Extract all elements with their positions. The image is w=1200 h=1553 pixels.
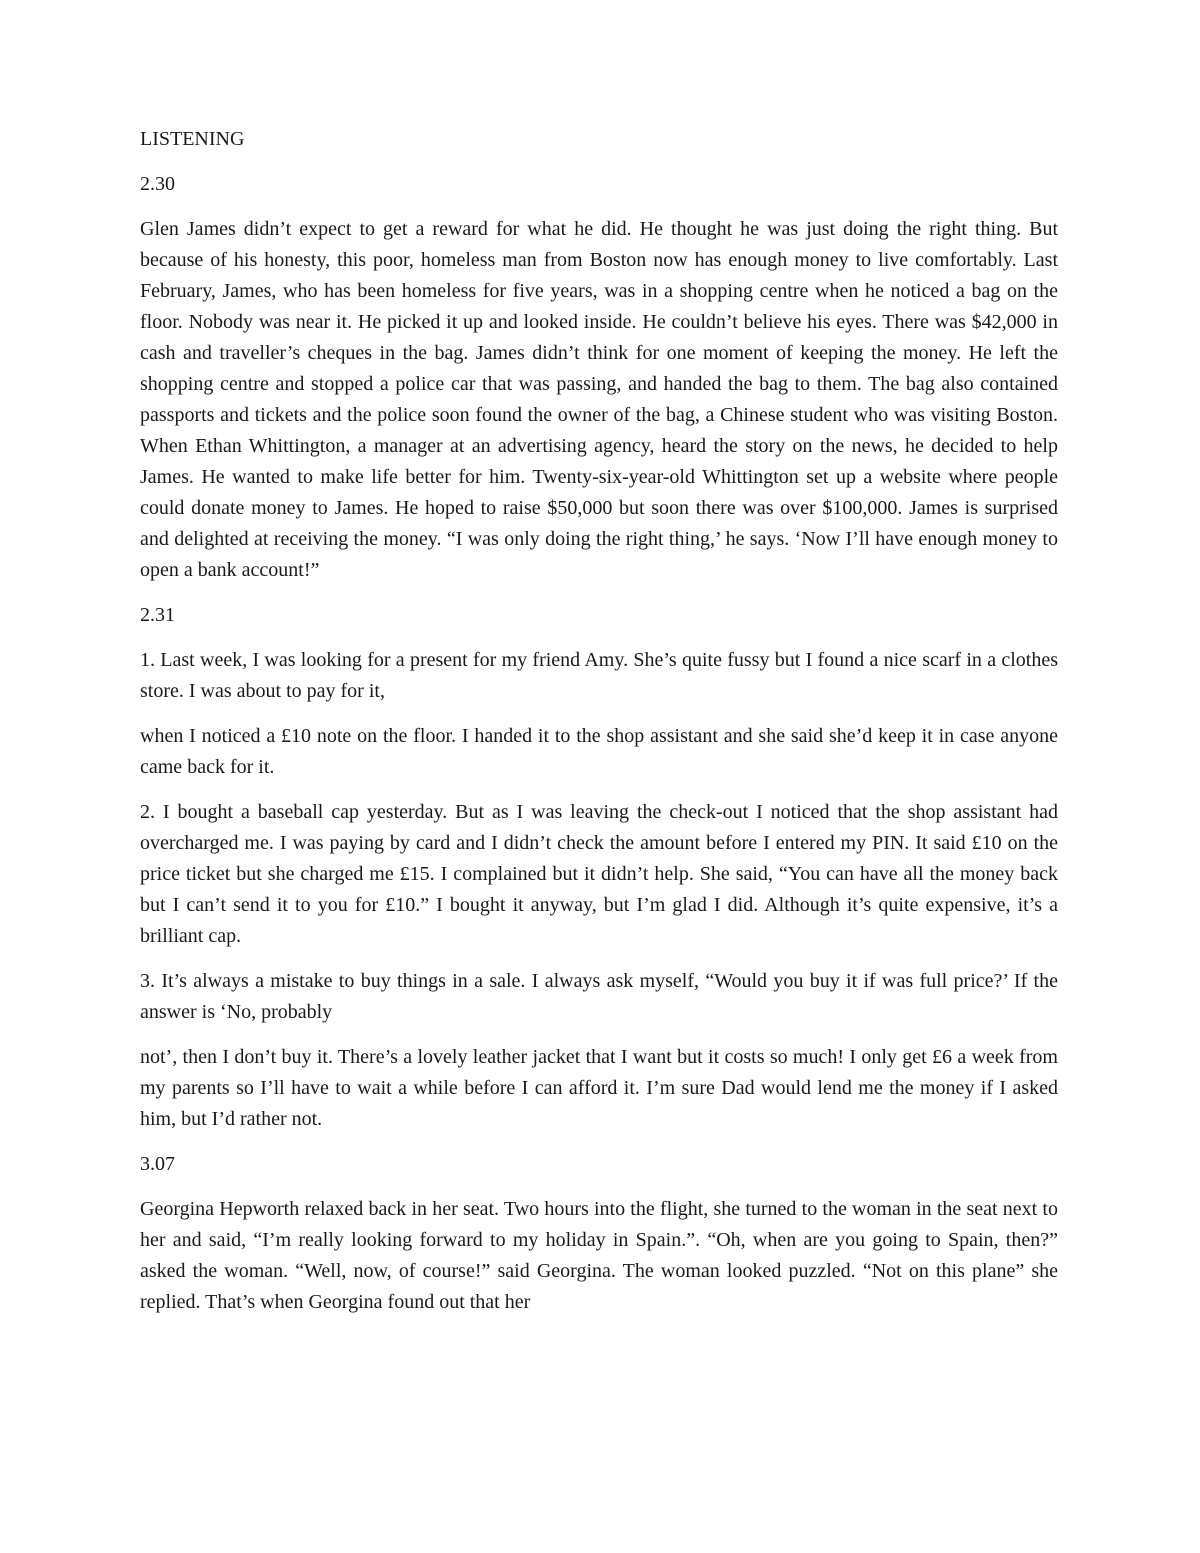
section-2-30 (140, 169, 1058, 586)
document-page (140, 124, 1058, 1332)
section-number: 2.31 (140, 604, 175, 626)
paragraph: not’, then I don’t buy it. There’s a lovely leather jacket that I want but it costs so much! I only get £6 a week from my parents so I’ll have to wait a while before I can afford it. I’m sure Dad would lend me the money if I asked him, but I’d rather not. (140, 1046, 1058, 1130)
section-number: 3.07 (140, 1153, 175, 1175)
paragraph: 1. Last week, I was looking for a present for my friend Amy. She’s quite fussy but I found a nice scarf in a clothes store. I was about to pay for it, (140, 649, 1058, 702)
document-heading: LISTENING (140, 128, 245, 150)
paragraph: 2. I bought a baseball cap yesterday. But as I was leaving the check-out I noticed that the shop assistant had overcharged me. I was paying by card and I didn’t check the amount before I entered my PIN. It said £10 on the price ticket but she charged me £15. I complained but it didn’t help. She said, “You can have all the money back but I can’t send it to you for £10.” I bought it anyway, but I’m glad I did. Although it’s quite expensive, it’s a brilliant cap. (140, 801, 1058, 947)
section-3-07 (140, 1149, 1058, 1318)
paragraph: 3. It’s always a mistake to buy things in a sale. I always ask myself, “Would you buy it if was full price?’ If the answer is ‘No, probably (140, 970, 1058, 1023)
paragraph: when I noticed a £10 note on the floor. I handed it to the shop assistant and she said she’d keep it in case anyone came back for it. (140, 725, 1058, 778)
paragraph: Georgina Hepworth relaxed back in her seat. Two hours into the flight, she turned to the woman in the seat next to her and said, “I’m really looking forward to my holiday in Spain.”. “Oh, when are you going to Spain, then?” asked the woman. “Well, now, of course!” said Georgina. The woman looked puzzled. “Not on this plane” she replied. That’s when Georgina found out that her (140, 1198, 1058, 1313)
section-2-31 (140, 600, 1058, 1135)
paragraph: Glen James didn’t expect to get a reward for what he did. He thought he was just doing the right thing. But because of his honesty, this poor, homeless man from Boston now has enough money to live comfortably. Last February, James, who has been homeless for five years, was in a shopping centre when he noticed a bag on the floor. Nobody was near it. He picked it up and looked inside. He couldn’t believe his eyes. There was $42,000 in cash and traveller’s cheques in the bag. James didn’t think for one moment of keeping the money. He left the shopping centre and stopped a police car that was passing, and handed the bag to them. The bag also contained passports and tickets and the police soon found the owner of the bag, a Chinese student who was visiting Boston. When Ethan Whittington, a manager at an advertising agency, heard the story on the news, he decided to help James. He wanted to make life better for him. Twenty-six-year-old Whittington set up a website where people could donate money to James. He hoped to raise $50,000 but soon there was over $100,000. James is surprised and delighted at receiving the money. “I was only doing the right thing,’ he says. ‘Now I’ll have enough money to open a bank account!” (140, 218, 1058, 581)
section-number: 2.30 (140, 173, 175, 195)
